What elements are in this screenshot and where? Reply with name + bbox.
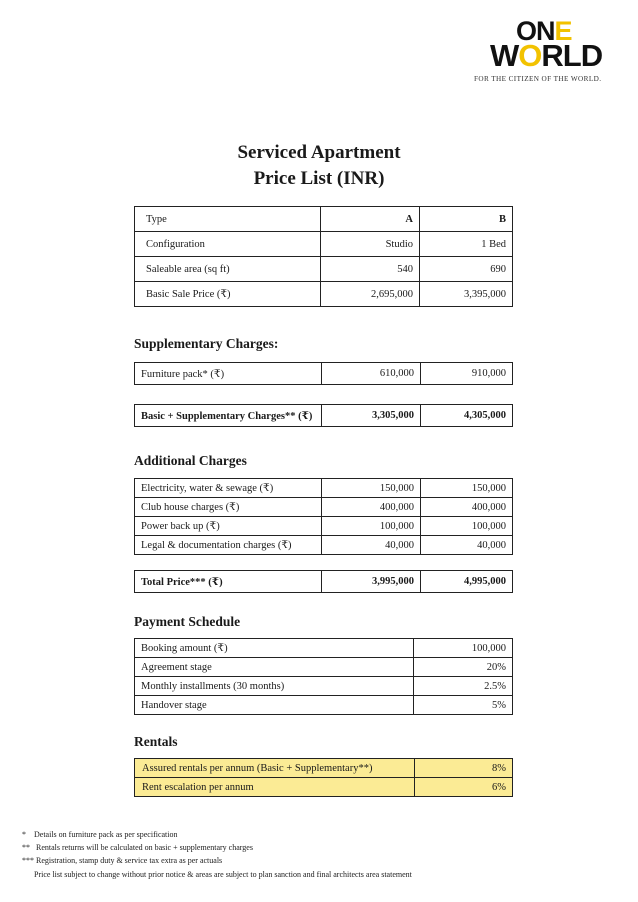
row-label: Basic + Supplementary Charges** (₹) bbox=[135, 405, 322, 427]
value-b: 40,000 bbox=[421, 536, 513, 555]
footnote: Price list subject to change without prior notice & areas are subject to plan sanction and final architects area statement bbox=[22, 869, 412, 879]
table-row bbox=[135, 639, 513, 658]
row-label: Type bbox=[135, 207, 321, 232]
row-label: Club house charges (₹) bbox=[135, 498, 322, 517]
value-a: 2,695,000 bbox=[321, 282, 420, 307]
table-row bbox=[135, 282, 513, 307]
page-subtitle: Price List (INR) bbox=[253, 168, 385, 189]
column-a-header: A bbox=[321, 207, 420, 232]
value-b: 3,395,000 bbox=[420, 282, 513, 307]
supplementary-heading: Supplementary Charges: bbox=[134, 336, 279, 351]
row-label: Electricity, water & sewage (₹) bbox=[135, 479, 322, 498]
table-row bbox=[135, 498, 513, 517]
row-label: Saleable area (sq ft) bbox=[135, 257, 321, 282]
row-label: Monthly installments (30 months) bbox=[135, 677, 414, 696]
table-row bbox=[135, 778, 513, 797]
total-price-table bbox=[134, 570, 513, 593]
row-label: Furniture pack* (₹) bbox=[135, 363, 322, 385]
table-row bbox=[135, 677, 513, 696]
value-b: 4,305,000 bbox=[421, 405, 513, 427]
row-label: Basic Sale Price (₹) bbox=[135, 282, 321, 307]
value-b: 4,995,000 bbox=[421, 571, 513, 593]
row-value: 20% bbox=[414, 658, 513, 677]
basic-supplementary-total-table bbox=[134, 404, 513, 427]
row-label: Booking amount (₹) bbox=[135, 639, 414, 658]
row-label: Configuration bbox=[135, 232, 321, 257]
value-a: 3,305,000 bbox=[322, 405, 421, 427]
unit-details-table bbox=[134, 206, 513, 307]
value-b: 1 Bed bbox=[420, 232, 513, 257]
row-label: Assured rentals per annum (Basic + Supplementary**) bbox=[135, 759, 415, 778]
row-label: Agreement stage bbox=[135, 658, 414, 677]
value-a: 100,000 bbox=[322, 517, 421, 536]
footnote: ** Rentals returns will be calculated on basic + supplementary charges bbox=[22, 843, 253, 853]
payment-schedule-table bbox=[134, 638, 513, 715]
logo-line-one: ONE bbox=[516, 16, 572, 46]
additional-heading: Additional Charges bbox=[134, 453, 247, 468]
table-row bbox=[135, 207, 513, 232]
value-b: 150,000 bbox=[421, 479, 513, 498]
footnote: * Details on furniture pack as per specification bbox=[22, 830, 178, 839]
value-b: 100,000 bbox=[421, 517, 513, 536]
column-b-header: B bbox=[420, 207, 513, 232]
rentals-table bbox=[134, 758, 513, 797]
row-value: 5% bbox=[414, 696, 513, 715]
table-row bbox=[135, 363, 513, 385]
row-label: Power back up (₹) bbox=[135, 517, 322, 536]
table-row bbox=[135, 257, 513, 282]
table-row bbox=[135, 232, 513, 257]
row-label: Rent escalation per annum bbox=[135, 778, 415, 797]
row-value: 6% bbox=[415, 778, 513, 797]
furniture-table bbox=[134, 362, 513, 385]
table-row bbox=[135, 658, 513, 677]
additional-charges-table bbox=[134, 478, 513, 555]
value-a: 610,000 bbox=[322, 363, 421, 385]
footnote: *** Registration, stamp duty & service tax extra as per actuals bbox=[22, 856, 223, 866]
row-label: Total Price*** (₹) bbox=[135, 571, 322, 593]
table-row bbox=[135, 517, 513, 536]
payment-heading: Payment Schedule bbox=[134, 614, 241, 629]
row-value: 2.5% bbox=[414, 677, 513, 696]
logo-line-world: WORLD bbox=[490, 38, 603, 73]
table-row bbox=[135, 479, 513, 498]
table-row bbox=[135, 405, 513, 427]
value-a: 40,000 bbox=[322, 536, 421, 555]
value-b: 400,000 bbox=[421, 498, 513, 517]
value-a: 3,995,000 bbox=[322, 571, 421, 593]
row-label: Handover stage bbox=[135, 696, 414, 715]
value-a: 150,000 bbox=[322, 479, 421, 498]
row-label: Legal & documentation charges (₹) bbox=[135, 536, 322, 555]
row-value: 100,000 bbox=[414, 639, 513, 658]
value-a: 400,000 bbox=[322, 498, 421, 517]
page-title: Serviced Apartment bbox=[237, 142, 401, 163]
value-a: 540 bbox=[321, 257, 420, 282]
value-a: Studio bbox=[321, 232, 420, 257]
value-b: 690 bbox=[420, 257, 513, 282]
table-row bbox=[135, 571, 513, 593]
table-row bbox=[135, 759, 513, 778]
rentals-heading: Rentals bbox=[134, 734, 178, 749]
logo-tagline: FOR THE CITIZEN OF THE WORLD. bbox=[474, 75, 602, 83]
value-b: 910,000 bbox=[421, 363, 513, 385]
row-value: 8% bbox=[415, 759, 513, 778]
table-row bbox=[135, 696, 513, 715]
footnotes bbox=[22, 828, 412, 881]
table-row bbox=[135, 536, 513, 555]
